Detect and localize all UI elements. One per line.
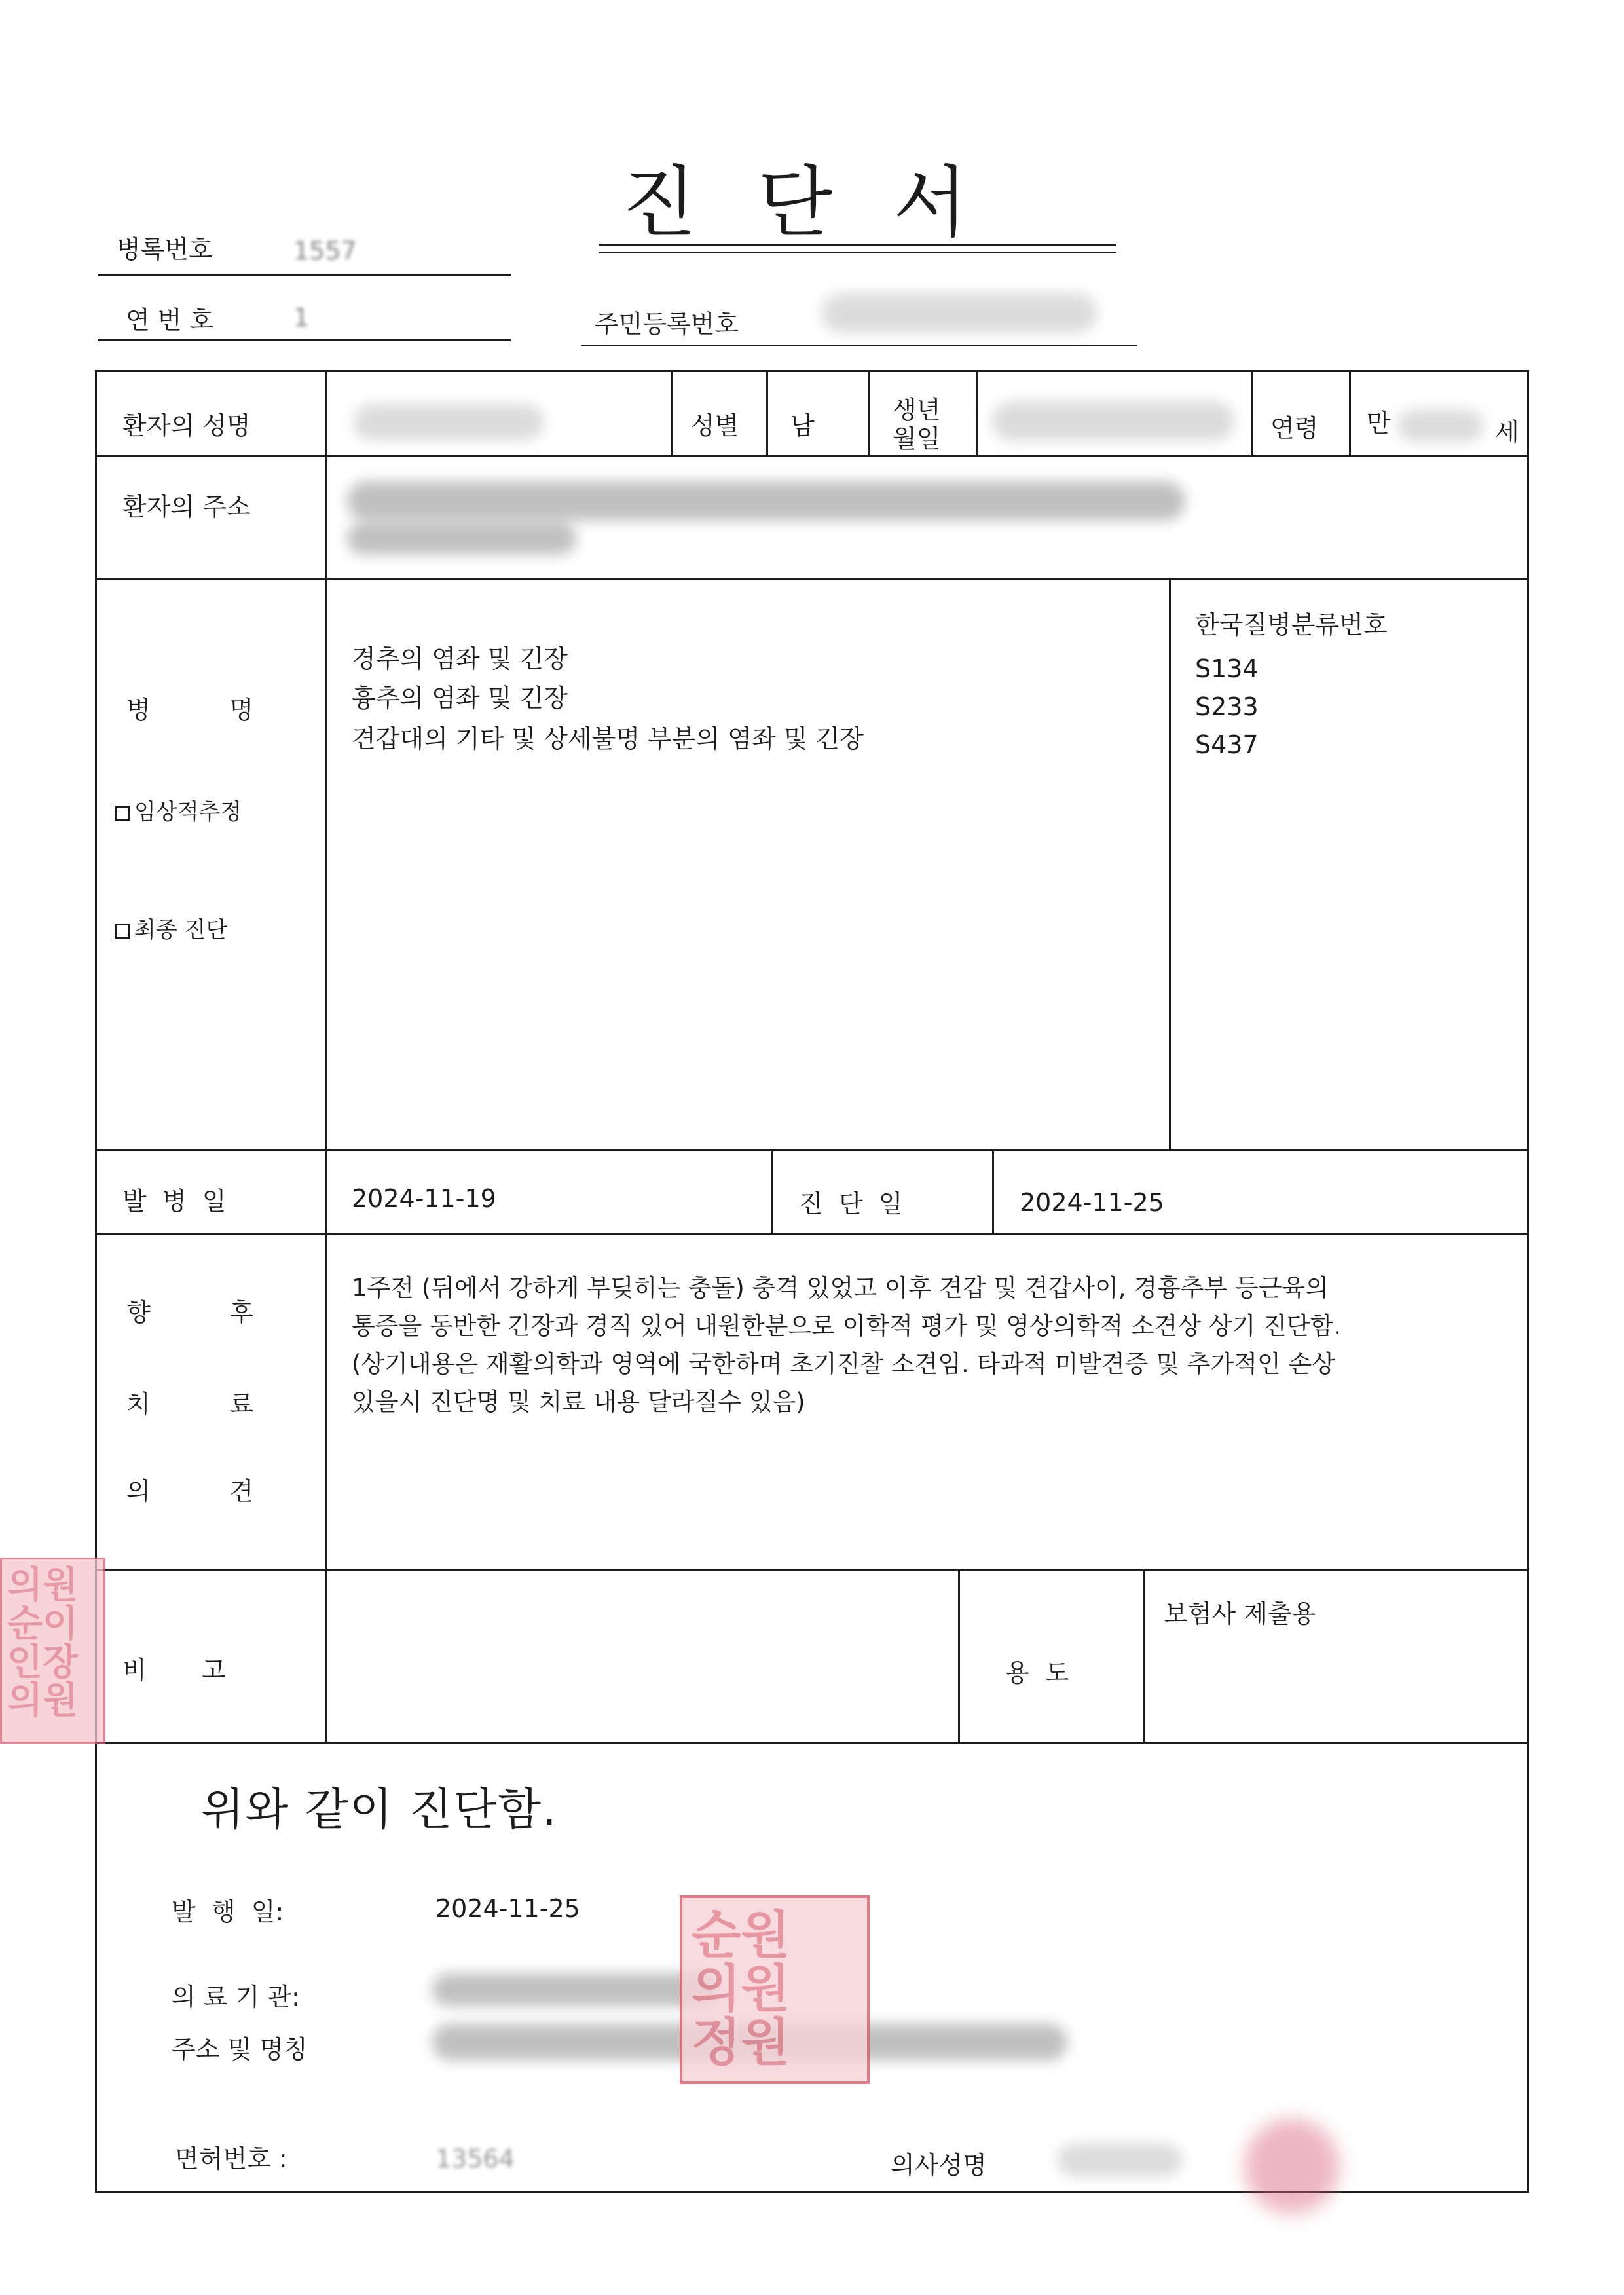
row-sep-dates: [95, 1233, 1529, 1235]
opinion-label-1: 향 후: [126, 1298, 254, 1327]
left-seal-text: 의원 순이 인장 의원: [7, 1563, 79, 1723]
doctor-name-label: 의사성명: [891, 2151, 987, 2180]
chart-number-value: 1557: [293, 236, 357, 265]
resident-number-redaction: [822, 293, 1097, 333]
diagnosis-label: 병 명: [126, 696, 254, 724]
serial-number-label: 연 번 호: [126, 306, 214, 335]
birth-label-2: 월일: [893, 424, 941, 453]
diagnosis-date-label: 진 단 일: [799, 1189, 903, 1218]
age-prefix: 만: [1367, 409, 1391, 438]
institution-label: 의 료 기 관:: [172, 1983, 300, 2011]
patient-name-redaction: [354, 404, 544, 440]
row-sep-opinion: [95, 1569, 1529, 1571]
final-diagnosis-text: 최종 진단: [134, 917, 228, 943]
purpose-label: 용 도: [1005, 1658, 1069, 1687]
patient-address-redaction-2: [347, 522, 576, 555]
left-seal: [0, 1558, 105, 1744]
serial-number-value: 1: [293, 303, 310, 332]
dates-row-div-2: [992, 1149, 994, 1233]
final-diagnosis-checkbox-icon: [115, 924, 130, 939]
issue-date-label: 발 행 일:: [172, 1897, 284, 1926]
title-underline-2: [599, 252, 1116, 253]
diagnosis-item-1: 경추의 염좌 및 긴장: [352, 644, 568, 673]
name-row-div-5: [1251, 370, 1253, 455]
name-row-div-3: [868, 370, 870, 455]
doctor-seal: [1244, 2119, 1339, 2214]
license-number-label: 면허번호 :: [175, 2144, 287, 2173]
table-left-border: [95, 370, 97, 2191]
issue-date-value: 2024-11-25: [435, 1894, 580, 1923]
opinion-label-3: 의 견: [126, 1477, 254, 1506]
clinical-estimate-text: 임상적추정: [134, 799, 242, 825]
title-underline-1: [599, 244, 1116, 246]
table-top-border: [95, 370, 1529, 372]
onset-date-value: 2024-11-19: [352, 1184, 496, 1213]
institution-seal-text: 순원 의원 정원: [692, 1905, 790, 2072]
sex-label: 성별: [691, 411, 739, 440]
chart-number-underline: [98, 274, 511, 276]
opinion-line-4: 있을시 진단명 및 치료 내용 달라질수 있음): [352, 1388, 805, 1416]
remarks-row-div-1: [958, 1569, 960, 1742]
institution-name-redaction: [432, 1973, 720, 2006]
kcd-column-divider: [1169, 578, 1171, 1149]
onset-date-label: 발 병 일: [122, 1187, 227, 1216]
age-suffix: 세: [1495, 418, 1519, 447]
birth-label-1: 생년: [893, 396, 941, 424]
kcd-code-3: S437: [1195, 730, 1259, 759]
table-right-border: [1527, 370, 1529, 2191]
sex-value: 남: [790, 411, 815, 440]
kcd-label: 한국질병분류번호: [1195, 610, 1388, 639]
kcd-code-2: S233: [1195, 692, 1259, 721]
opinion-line-3: (상기내용은 재활의학과 영역에 국한하며 초기진찰 소견임. 타과적 미발견증 및 추가적인 손상: [352, 1350, 1336, 1378]
age-label: 연령: [1270, 414, 1319, 443]
institution-seal: [680, 1895, 870, 2084]
diagnosis-item-3: 견갑대의 기타 및 상세불명 부분의 염좌 및 긴장: [352, 724, 864, 753]
patient-name-label: 환자의 성명: [122, 411, 251, 440]
license-number-value: 13564: [435, 2144, 515, 2173]
name-row-div-4: [976, 370, 978, 455]
kcd-code-1: S134: [1195, 654, 1259, 683]
birth-date-redaction: [992, 401, 1234, 441]
remarks-label: 비 고: [122, 1656, 226, 1685]
clinical-estimate-option: [115, 801, 242, 823]
label-column-divider: [325, 370, 327, 1742]
serial-number-underline: [98, 339, 511, 341]
diagnosis-statement: 위와 같이 진단함.: [201, 1784, 558, 1836]
diagnosis-item-2: 흉추의 염좌 및 긴장: [352, 684, 568, 713]
patient-address-redaction-1: [347, 481, 1185, 521]
row-sep-diagnosis: [95, 1149, 1529, 1151]
row-sep-address: [95, 578, 1529, 580]
name-row-div-6: [1349, 370, 1351, 455]
row-sep-name: [95, 455, 1529, 457]
row-sep-remarks: [95, 1742, 1529, 1744]
document-title: 진 단 서: [622, 157, 972, 248]
final-diagnosis-option: [115, 919, 227, 941]
opinion-line-2: 통증을 동반한 긴장과 경직 있어 내원한분으로 이학적 평가 및 영상의학적 소견상 상기 진단함.: [352, 1312, 1342, 1340]
name-row-div-1: [671, 370, 673, 455]
doctor-name-redaction: [1058, 2144, 1182, 2176]
age-redaction: [1398, 409, 1483, 442]
clinical-estimate-checkbox-icon: [115, 806, 130, 821]
chart-number-label: 병록번호: [117, 235, 213, 264]
patient-address-label: 환자의 주소: [122, 493, 251, 521]
dates-row-div-1: [771, 1149, 773, 1233]
remarks-row-div-2: [1143, 1569, 1145, 1742]
purpose-value: 보험사 제출용: [1164, 1599, 1316, 1628]
opinion-line-1: 1주전 (뒤에서 강하게 부딪히는 충돌) 충격 있었고 이후 견갑 및 견갑사이, 경흉추부 등근육의: [352, 1274, 1329, 1302]
address-name-label: 주소 및 명칭: [172, 2035, 308, 2064]
diagnosis-date-value: 2024-11-25: [1020, 1188, 1164, 1217]
name-row-div-2: [766, 370, 768, 455]
resident-number-label: 주민등록번호: [595, 310, 739, 339]
opinion-label-2: 치 료: [126, 1390, 254, 1419]
resident-number-underline: [581, 345, 1137, 346]
